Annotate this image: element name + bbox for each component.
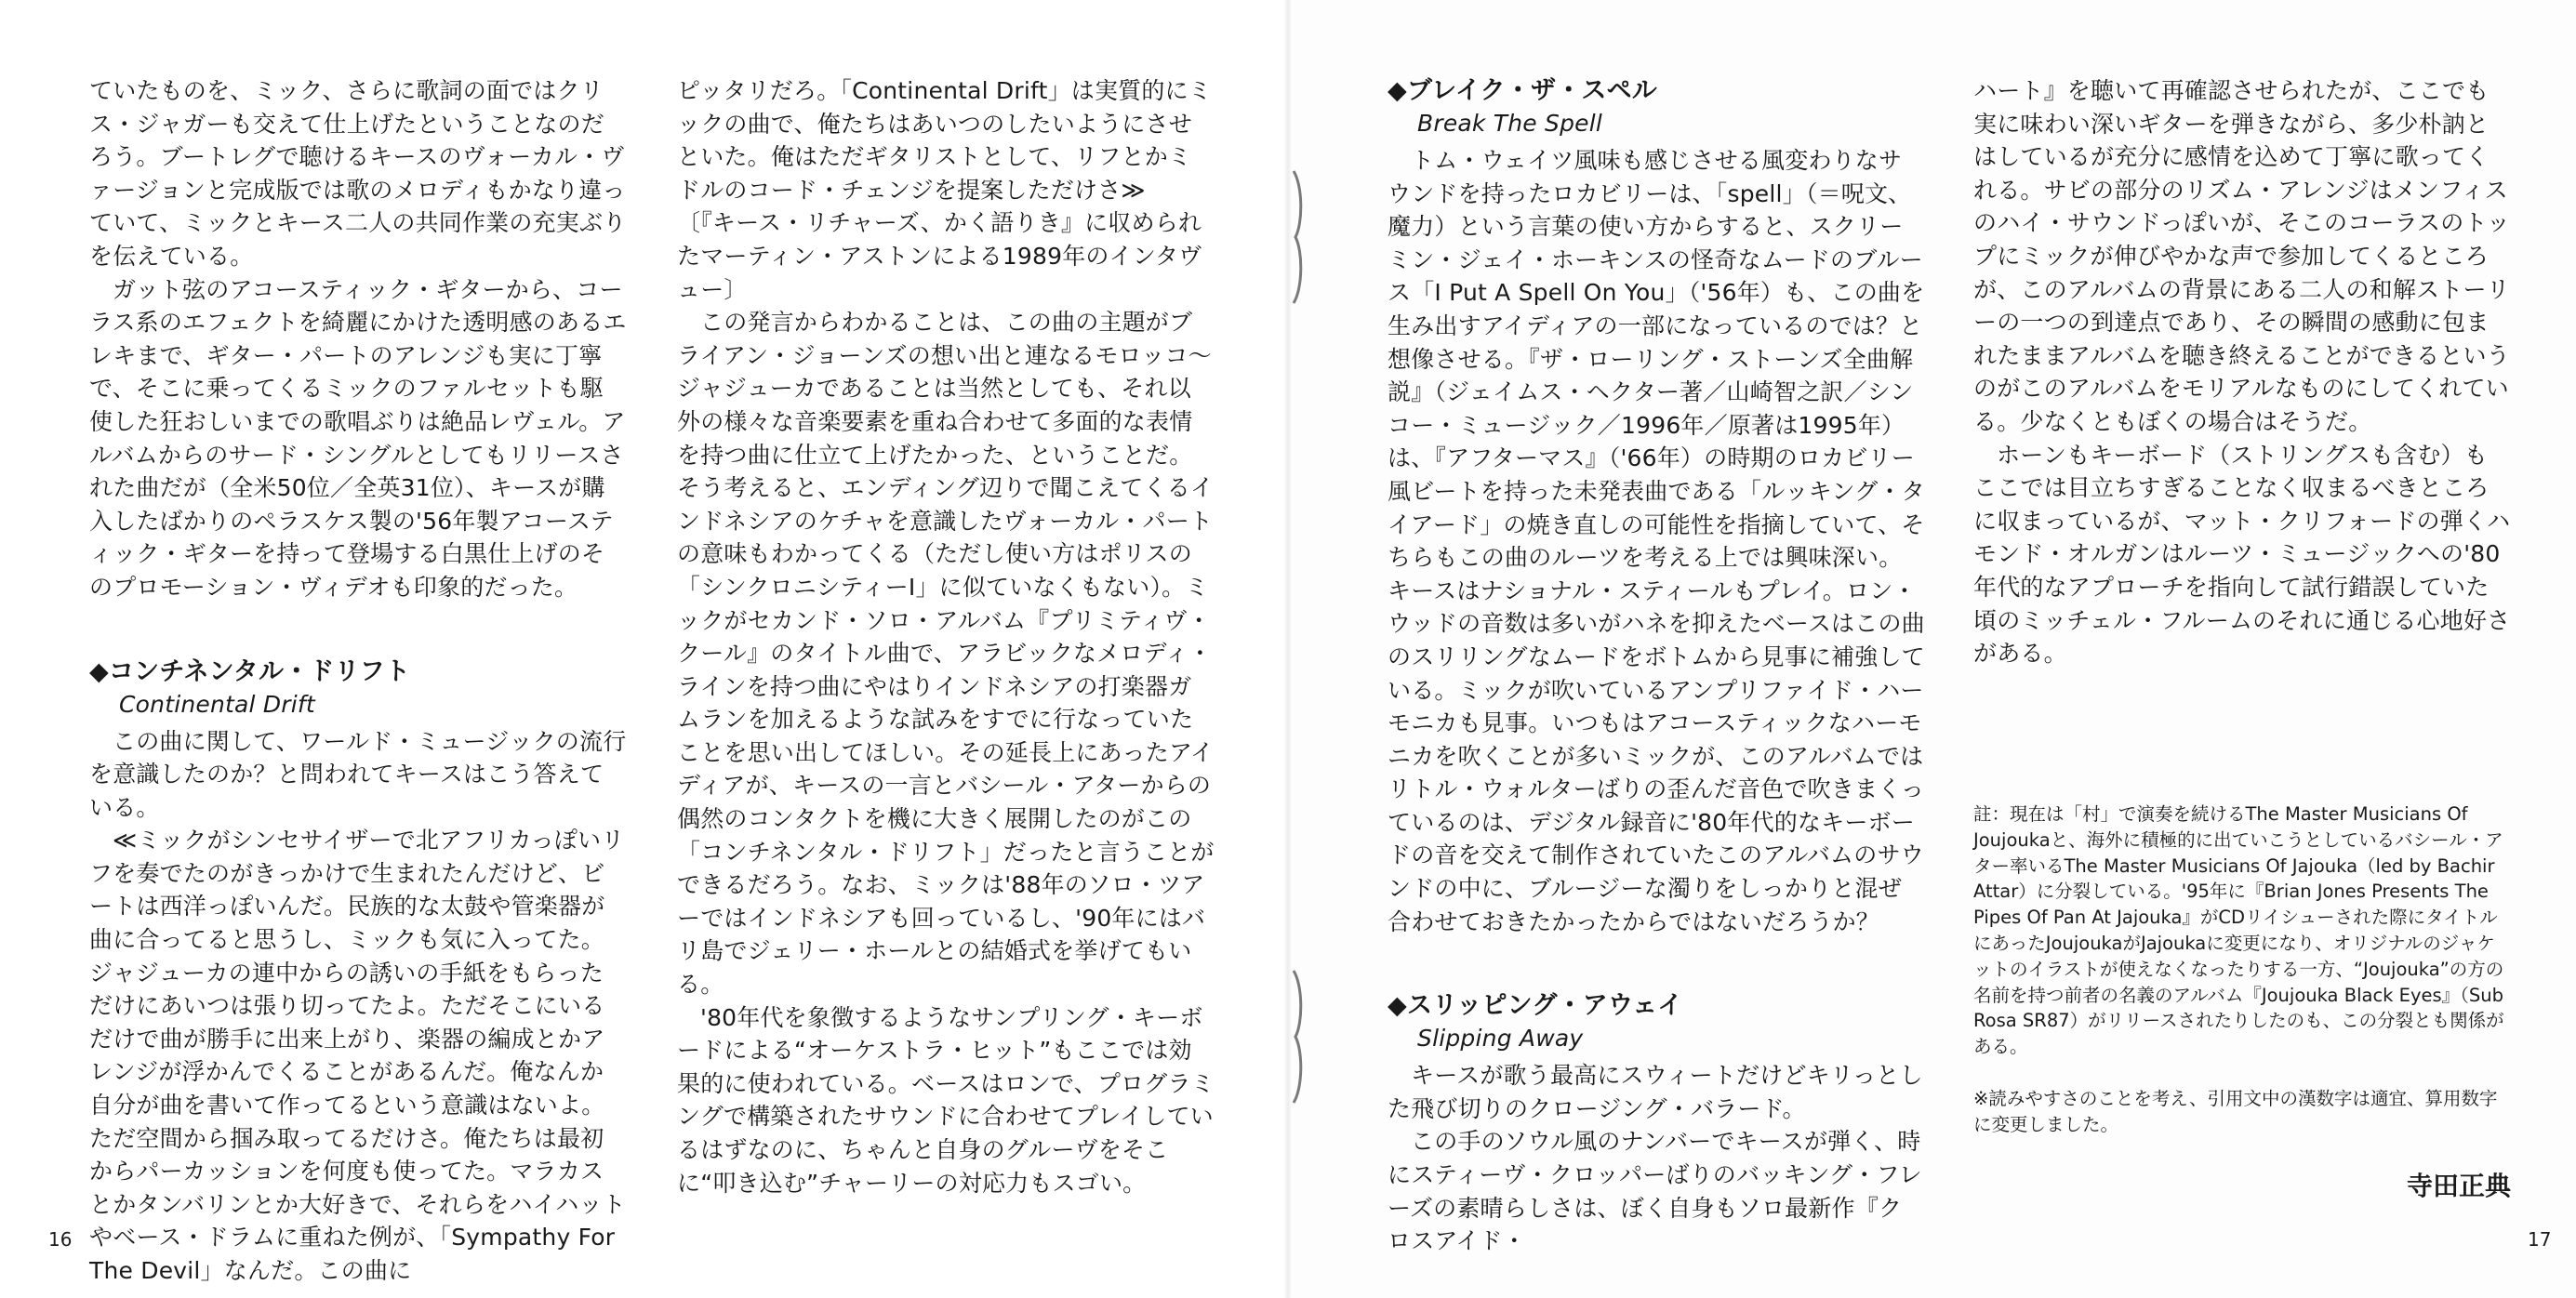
footnote: ※読みやすさのことを考え、引用文中の漢数字は適宜、算用数字に変更しました。 bbox=[1973, 1087, 2498, 1135]
column-4 bbox=[1973, 74, 2511, 670]
section-subtitle-english: Break The Spell bbox=[1417, 110, 1603, 137]
staple-icon bbox=[1288, 967, 1308, 1106]
section-title-slipping-away: ◆スリッピング・アウェイ bbox=[1388, 991, 1683, 1021]
paragraph: ホーンもキーボード（ストリングスも含む）もここでは目立ちすぎることなく収まるべきところに収まっているが、マット・クリフォードの弾くハモンド・オルガンはルーツ・ミュージックへの'80年代的なアプローチを指向して試行錯誤していた頃のミッチェル・フルームのそれに通じる心地好さがある。 bbox=[1973, 441, 2511, 668]
column-3 bbox=[1388, 74, 1925, 1258]
page-number-left: 16 bbox=[48, 1228, 73, 1251]
staple-icon bbox=[1288, 167, 1308, 307]
paragraph: ていたものを、ミック、さらに歌詞の面ではクリス・ジャガーも交えて仕上げたということなのだろう。ブートレグで聴けるキースのヴォーカル・ヴァージョンと完成版では歌のメロディもかなり違っていて、ミックとキース二人の共同作業の充実ぶりを伝えている。 bbox=[89, 77, 627, 270]
paragraph: この曲に関して、ワールド・ミュージックの流行を意識したのか？と問われてキースはこう答えている。 bbox=[89, 727, 627, 821]
paragraph: '80年代を象徴するようなサンプリング・キーボードによる“オーケストラ・ヒット”もここでは効果的に使われている。ベースはロンで、プログラミングで構築されたサウンドに合わせてプレイしているはずなのに、ちゃんと自身のグルーヴをそこに“叩き込む”チャーリーの対応力もスゴい。 bbox=[677, 1003, 1215, 1197]
column-2 bbox=[677, 74, 1215, 1199]
column-1 bbox=[89, 74, 627, 1288]
paragraph: ガット弦のアコースティック・ギターから、コーラス系のエフェクトを綺麗にかけた透明感のあるエレキまで、ギター・パートのアレンジも実に丁寧で、そこに乗ってくるミックのファルセットも駆使した狂おしいまでの歌唱ぶりは絶品レヴェル。アルバムからのサード・シングルとしてもリリースされた曲だが（全米50位／全英31位）、キースが購入したばかりのペラスケス製の'56年製アコースティック・ギターを持って登場する白黒仕上げのそのプロモーション・ヴィデオも印象的だった。 bbox=[89, 275, 627, 601]
footnotes bbox=[1973, 801, 2511, 1138]
quote-paragraph: ピッタリだろ。「Continental Drift」は実質的にミックの曲で、俺たちはあいつのしたいようにさせといた。俺はただギタリストとして、リフとかミドルのコード・チェンジを提案しただけさ≫ bbox=[677, 77, 1212, 204]
citation: 〔『キース・リチャーズ、かく語りき』に収められたマーティン・アストンによる1989年のインタヴュー〕 bbox=[677, 209, 1202, 303]
paragraph: この手のソウル風のナンバーでキースが弾く、時にスティーヴ・クロッパーばりのバッキング・フレーズの素晴らしさは、ぼく自身もソロ最新作『クロスアイド・ bbox=[1388, 1128, 1922, 1255]
section-subtitle-english: Slipping Away bbox=[1417, 1025, 1584, 1053]
paragraph: キースが歌う最高にスウィートだけどキリっとした飛び切りのクロージング・バラード。 bbox=[1388, 1062, 1923, 1122]
quote-paragraph: ≪ミックがシンセサイザーで北アフリカっぽいリフを奏でたのがきっかけで生まれたんだけど、ビートは西洋っぽいんだ。民族的な太鼓や管楽器が曲に合ってると思うし、ミックも気に入ってた。ジャジューカの連中からの誘いの手紙をもらっただけにあいつは張り切ってたよ。ただそこにいるだけで曲が勝手に出来上がり、楽器の編成とかアレンジが浮かんでくることがあるんだ。俺なんか自分が曲を書いて作ってるという意識はないよ。ただ空間から掴み取ってるだけさ。俺たちは最初からパーカッションを何度も使ってた。マラカスとかタンバリンとか大好きで、それらをハイハットやベース・ドラムに重ねた例が、「Sympathy For The Devil」なんだ。この曲に bbox=[89, 827, 626, 1284]
paragraph: この発言からわかることは、この曲の主題がブライアン・ジョーンズの想い出と連なるモロッコ〜ジャジューカであることは当然としても、それ以外の様々な音楽要素を重ね合わせて多面的な表情を持つ曲に仕立て上げたかった、ということだ。そう考えると、エンディング辺りで聞こえてくるインドネシアのケチャを意識したヴォーカル・パートの意味もわかってくる（ただし使い方はポリスの「シンクロニシティーⅠ」に似ていなくもない）。ミックがセカンド・ソロ・アルバム『プリミティヴ・クール』のタイトル曲で、アラビックなメロディ・ラインを持つ曲にやはりインドネシアの打楽器ガムランを加えるような試みをすでに行なっていたことを思い出してほしい。その延長上にあったアイディアが、キースの一言とバシール・アターからの偶然のコンタクトを機に大きく展開したのがこの「コンチネンタル・ドリフト」だったと言うことができるだろう。なお、ミックは'88年のソロ・ツアーではインドネシアも回っているし、'90年にはバリ島でジェリー・ホールとの結婚式を挙げてもいる。 bbox=[677, 309, 1215, 999]
page-number-right: 17 bbox=[2528, 1228, 2552, 1251]
section-title-break-the-spell: ◆ブレイク・ザ・スペル bbox=[1388, 76, 1657, 105]
section-title-continental-drift: ◆コンチネンタル・ドリフト bbox=[89, 656, 411, 686]
author-name: 寺田正典 bbox=[2406, 1171, 2511, 1201]
paragraph: トム・ウェイツ風味も感じさせる風変わりなサウンドを持ったロカビリーは、「spell」（＝呪文、魔力）という言葉の使い方からすると、スクリーミン・ジェイ・ホーキンスの怪奇なムードのブルース「I Put A Spell On You」（'56年）も、この曲を生み出すアイディアの一部になっているのでは？と想像させる。『ザ・ローリング・ストーンズ全曲解説』（ジェイムス・ヘクター著／山崎智之訳／シンコー・ミュージック／1996年／原著は1995年）は、『アフターマス』（'66年）の時期のロカビリー風ビートを持った未発表曲である「ルッキング・タイアード」の焼き直しの可能性を指摘していて、そちらもこの曲のルーツを考える上では興味深い。キースはナショナル・スティールもプレイ。ロン・ウッドの音数は多いがハネを抑えたベースはこの曲のスリリングなムードをボトムから見事に補強している。ミックが吹いているアンプリファイド・ハーモニカも見事。いつもはアコースティックなハーモニカを吹くことが多いミックが、このアルバムではリトル・ウォルターばりの歪んだ音色で吹きまくっているのは、デジタル録音に'80年代的なキーボードの音を交えて制作されていたこのアルバムのサウンドの中に、ブルージーな濁りをしっかりと混ぜ合わせておきたかったからではないだろうか？ bbox=[1388, 147, 1925, 935]
section-subtitle-english: Continental Drift bbox=[119, 690, 315, 718]
paragraph: ハート』を聴いて再確認させられたが、ここでも実に味わい深いギターを弾きながら、多少朴訥とはしているが充分に感情を込めて丁寧に歌ってくれる。サビの部分のリズム・アレンジはメンフィスのハイ・サウンドっぽいが、そこのコーラスのトップにミックが伸びやかな声で参加してくるところが、このアルバムの背景にある二人の和解ストーリーの一つの到達点であり、その瞬間の感動に包まれたままアルバムを聴き終えることができるというのがこのアルバムをモリアルなものにしてくれている。少なくともぼくの場合はそうだ。 bbox=[1973, 77, 2511, 435]
footnote: 註：現在は「村」で演奏を続けるThe Master Musicians Of Joujoukaと、海外に積極的に出ていこうとしているバシール・アター率いるThe Master Musicians Of Jajouka（led by Bachir Attar）に分裂している。'95年に『Brian Jones Presents The Pipes Of Pan At Jajouka』がCDリイシューされた際にタイトルにあったJoujoukaがJajoukaに変更になり、オリジナルのジャケットのイラストが使えなくなったりする一方、“Joujouka”の方の名前を持つ前者の名義のアルバム『Joujouka Black Eyes』（Sub Rosa SR87）がリリースされたりしたのも、この分裂とも関係がある。 bbox=[1973, 803, 2504, 1058]
